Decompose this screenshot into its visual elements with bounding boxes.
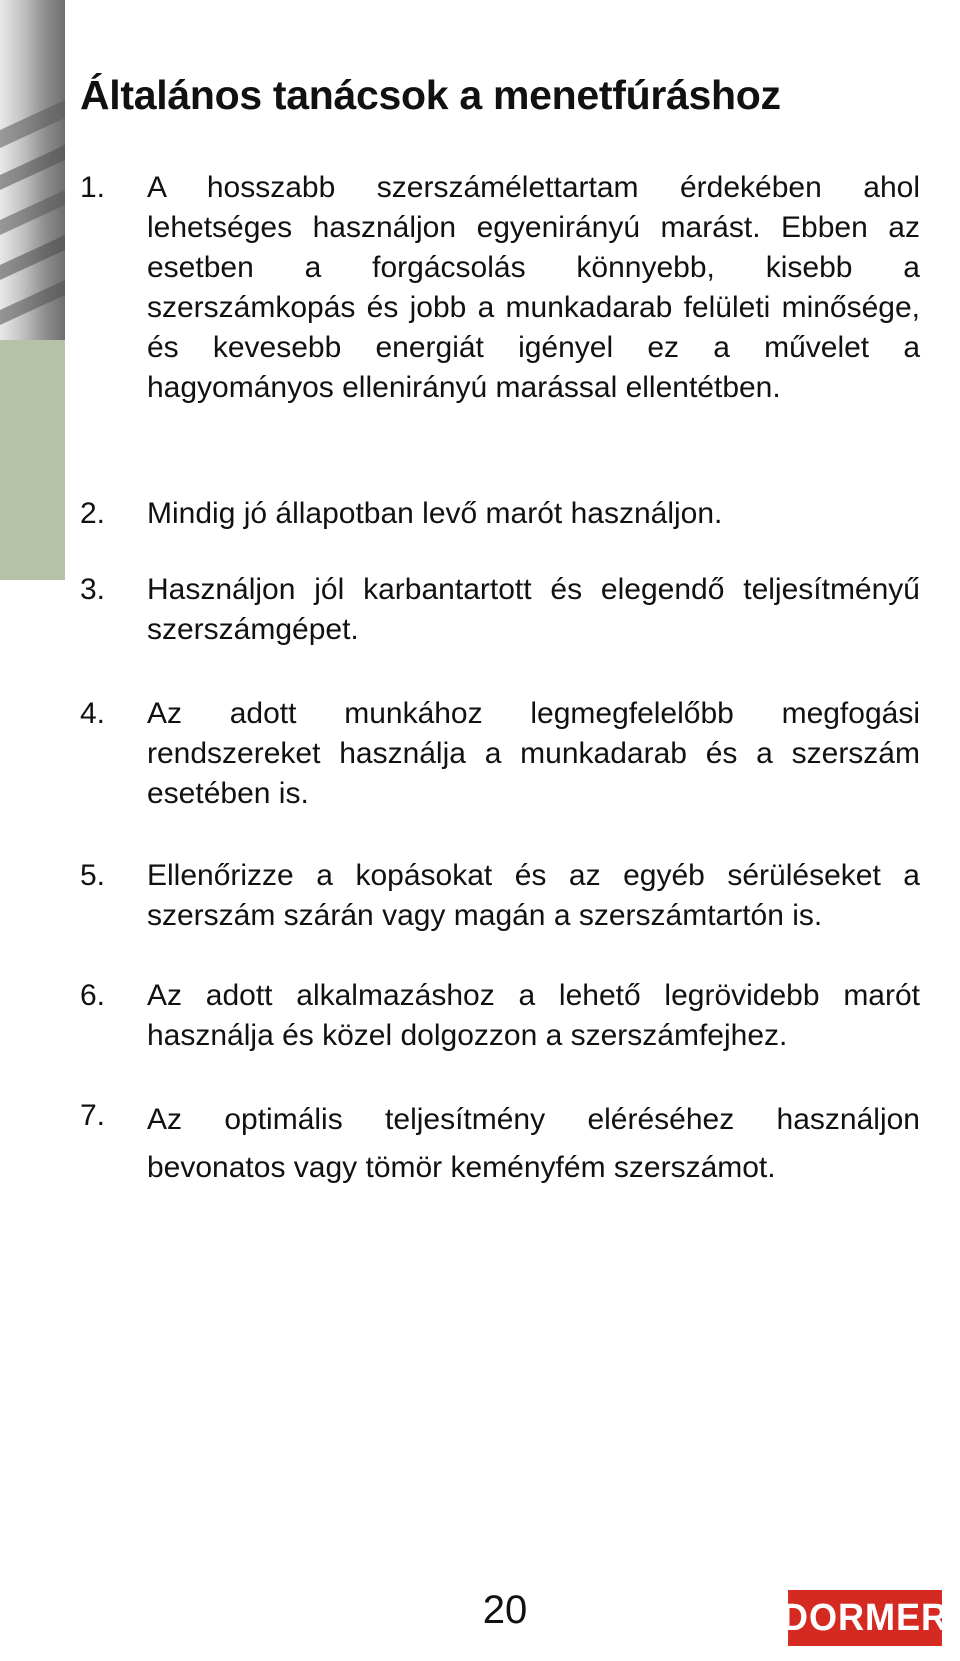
page-number: 20	[482, 1588, 528, 1632]
list-item-text: Mindig jó állapotban levő marót használjon.	[147, 497, 723, 530]
list-item-number: 7.	[80, 1099, 106, 1132]
dormer-logo: DORMER	[788, 1590, 942, 1646]
page-title: Általános tanácsok a menetfúráshoz	[80, 72, 781, 118]
list-item-text: Ellenőrizze a kopásokat és az egyéb sérüléseket a szerszám szárán vagy magán a szerszámtartón is.	[147, 859, 920, 932]
list-item-text: Az adott alkalmazáshoz a lehető legrövidebb marót használja és közel dolgozzon a szerszámfejhez.	[147, 979, 920, 1052]
list-item-text: Az optimális teljesítmény eléréséhez használjon bevonatos vagy tömör keményfém szerszámot.	[147, 1103, 920, 1184]
list-item-number: 5.	[80, 859, 106, 892]
list-item-text: A hosszabb szerszámélettartam érdekében ahol lehetséges használjon egyenirányú marást. Ebben az esetben a forgácsolás könnyebb, kisebb a szerszámkopás és jobb a munkadarab felületi minősége, és kevesebb energiát igényel ez a művelet a hagyományos ellenirányú marással ellentétben.	[147, 171, 920, 404]
list-item-number: 1.	[80, 171, 106, 204]
list-item-number: 3.	[80, 573, 106, 606]
end-mill-image	[0, 0, 65, 340]
end-mill-flutes	[0, 0, 65, 340]
list-item-text: Az adott munkához legmegfelelőbb megfogási rendszereket használja a munkadarab és a szerszám esetében is.	[147, 697, 920, 810]
list-item-number: 4.	[80, 697, 106, 730]
list-item-text: Használjon jól karbantartott és elegendő teljesítményű szerszámgépet.	[147, 573, 920, 646]
list-item-number: 2.	[80, 497, 106, 530]
list-item-number: 6.	[80, 979, 106, 1012]
